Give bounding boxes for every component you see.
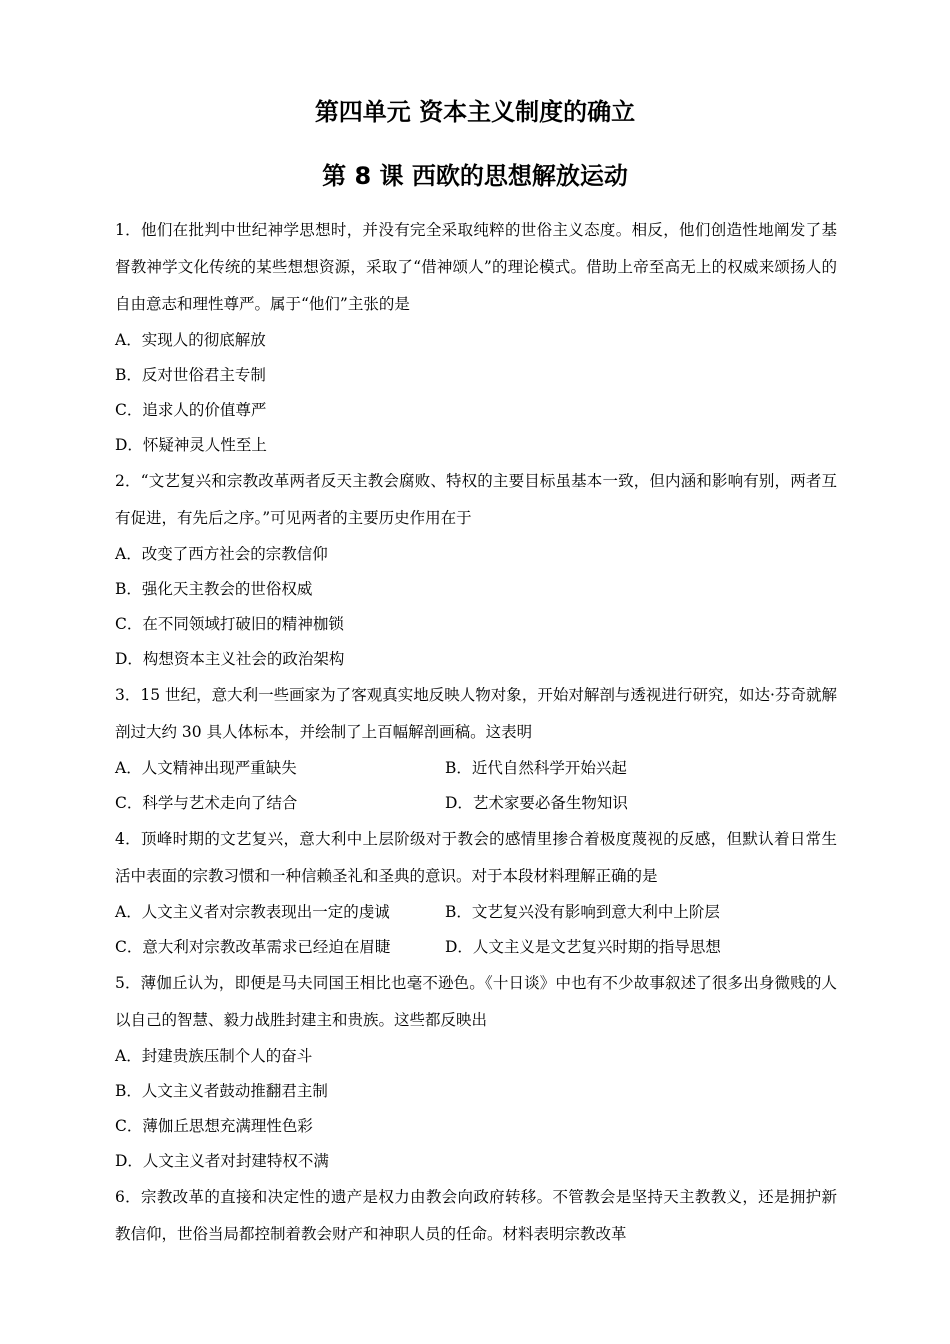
question-text: 顶峰时期的文艺复兴，意大利中上层阶级对于教会的感情里掺合着极度蔑视的反感，但默认着日常生活中表面的宗教习惯和一种信赖圣礼和圣典的意识。对于本段材料理解正确的是 [115, 830, 837, 885]
question-stem [115, 677, 837, 751]
option-a: A．人文主义者对宗教表现出一定的虔诚 [115, 903, 390, 921]
question-4 [115, 821, 837, 965]
question-stem [115, 212, 837, 323]
question-number: 1． [115, 221, 142, 239]
question-list [115, 212, 837, 1253]
option-a: A．封建贵族压制个人的奋斗 [115, 1047, 313, 1065]
question-stem [115, 821, 837, 895]
question-number: 3． [115, 686, 141, 704]
question-text: 他们在批判中世纪神学思想时，并没有完全采取纯粹的世俗主义态度。相反，他们创造性地阐发了基督教神学文化传统的某些想想资源，采取了“借神颂人”的理论模式。借助上帝至高无上的权威来颂扬人的自由意志和理性尊严。属于“他们”主张的是 [115, 221, 837, 313]
question-stem [115, 463, 837, 537]
option-row [115, 751, 837, 786]
option-a: A．人文精神出现严重缺失 [115, 759, 297, 777]
lesson-title: 第 8 课 西欧的思想解放运动 [322, 162, 628, 190]
option-b: B．强化天主教会的世俗权威 [115, 580, 313, 598]
question-number: 6． [115, 1188, 142, 1206]
option-c: C．追求人的价值尊严 [115, 401, 267, 419]
option-d: D．人文主义是文艺复兴时期的指导思想 [445, 938, 721, 956]
question-text: 宗教改革的直接和决定性的遗产是权力由教会向政府转移。不管教会是坚持天主教教义，还是拥护新教信仰，世俗当局都控制着教会财产和神职人员的任命。材料表明宗教改革 [115, 1188, 837, 1243]
option-row [115, 895, 837, 930]
option-d: D．艺术家要必备生物知识 [445, 794, 628, 812]
option-c: C．薄伽丘思想充满理性色彩 [115, 1117, 313, 1135]
question-number: 5． [115, 974, 141, 992]
option-d: D．构想资本主义社会的政治架构 [115, 650, 345, 668]
question-number: 2． [115, 472, 141, 490]
question-1 [115, 212, 837, 463]
question-stem [115, 1179, 837, 1253]
question-3 [115, 677, 837, 821]
question-2 [115, 463, 837, 677]
question-5 [115, 965, 837, 1179]
option-a: A．改变了西方社会的宗教信仰 [115, 545, 328, 563]
option-c: C．科学与艺术走向了结合 [115, 794, 298, 812]
option-a: A．实现人的彻底解放 [115, 331, 266, 349]
question-text: 薄伽丘认为，即便是马夫同国王相比也毫不逊色。《十日谈》中也有不少故事叙述了很多出身微贱的人以自己的智慧、毅力战胜封建主和贵族。这些都反映出 [115, 974, 837, 1029]
option-b: B．近代自然科学开始兴起 [445, 759, 627, 777]
option-b: B．反对世俗君主专制 [115, 366, 266, 384]
question-text: “文艺复兴和宗教改革两者反天主教会腐败、特权的主要目标虽基本一致，但内涵和影响有别，两者互有促进，有先后之序。”可见两者的主要历史作用在于 [115, 472, 837, 527]
option-row [115, 930, 837, 965]
question-stem [115, 965, 837, 1039]
unit-title: 第四单元 资本主义制度的确立 [314, 98, 636, 126]
option-b: B．人文主义者鼓动推翻君主制 [115, 1082, 328, 1100]
option-d: D．怀疑神灵人性至上 [115, 436, 267, 454]
option-c: C．意大利对宗教改革需求已经迫在眉睫 [115, 938, 391, 956]
option-row [115, 786, 837, 821]
question-6 [115, 1179, 837, 1253]
option-d: D．人文主义者对封建特权不满 [115, 1152, 329, 1170]
question-number: 4． [115, 830, 142, 848]
option-c: C．在不同领域打破旧的精神枷锁 [115, 615, 344, 633]
question-text: 15 世纪，意大利一些画家为了客观真实地反映人物对象，开始对解剖与透视进行研究，如达·芬奇就解剖过大约 30 具人体标本，并绘制了上百幅解剖画稿。这表明 [115, 686, 837, 741]
option-b: B．文艺复兴没有影响到意大利中上阶层 [445, 903, 720, 921]
